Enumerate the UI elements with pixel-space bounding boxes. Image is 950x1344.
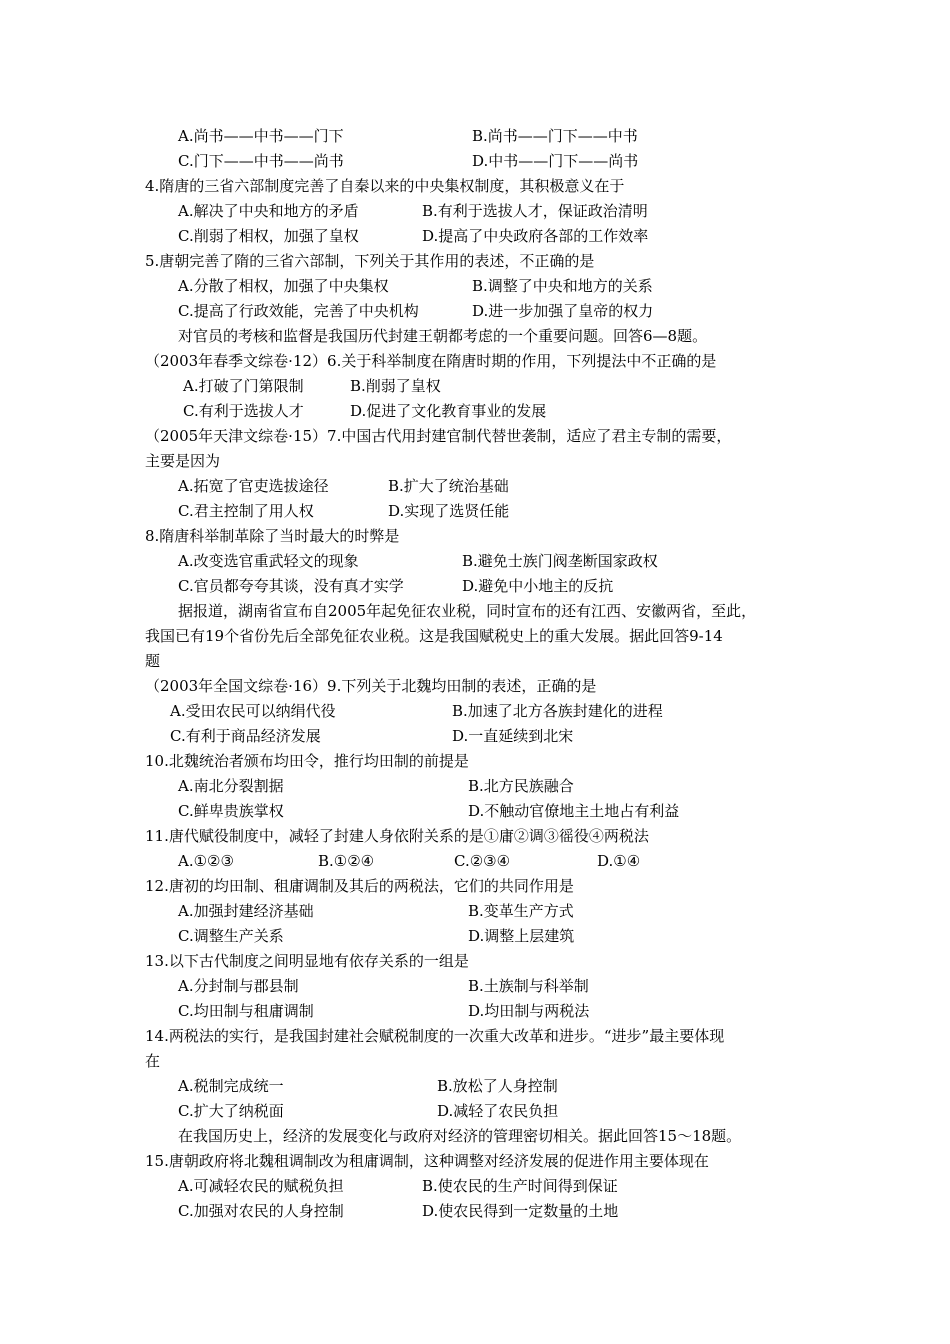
q15-option-c: C.加强对农民的人身控制 bbox=[178, 1202, 344, 1220]
q14-option-b: B.放松了人身控制 bbox=[437, 1077, 558, 1095]
q10-option-b: B.北方民族融合 bbox=[468, 777, 574, 795]
intro-questions-9-14-line-3: 题 bbox=[145, 652, 161, 670]
q10-stem: 10.北魏统治者颁布均田令，推行均田制的前提是 bbox=[145, 752, 469, 770]
q14-stem-line-2: 在 bbox=[145, 1052, 161, 1070]
q8-option-d: D.避免中小地主的反抗 bbox=[462, 577, 614, 595]
q6-option-c: C.有利于选拔人才 bbox=[183, 402, 304, 420]
q14-stem-line-1: 14.两税法的实行，是我国封建社会赋税制度的一次重大改革和进步。“进步”最主要体现 bbox=[145, 1027, 725, 1045]
q8-stem: 8.隋唐科举制革除了当时最大的时弊是 bbox=[145, 527, 400, 545]
q15-option-d: D.使农民得到一定数量的土地 bbox=[422, 1202, 619, 1220]
q3-option-d: D.中书——门下——尚书 bbox=[472, 152, 639, 170]
q11-option-d: D.①④ bbox=[597, 852, 641, 870]
q6-option-a: A.打破了门第限制 bbox=[183, 377, 304, 395]
q14-option-a: A.税制完成统一 bbox=[178, 1077, 284, 1095]
q9-option-c: C.有利于商品经济发展 bbox=[170, 727, 321, 745]
q3-option-b: B.尚书——门下——中书 bbox=[472, 127, 638, 145]
q4-option-b: B.有利于选拔人才，保证政治清明 bbox=[422, 202, 648, 220]
q9-option-a: A.受田农民可以纳绢代役 bbox=[170, 702, 336, 720]
q10-option-c: C.鲜卑贵族掌权 bbox=[178, 802, 284, 820]
q14-option-c: C.扩大了纳税面 bbox=[178, 1102, 284, 1120]
q15-option-a: A.可减轻农民的赋税负担 bbox=[178, 1177, 344, 1195]
intro-questions-6-8: 对官员的考核和监督是我国历代封建王朝都考虑的一个重要问题。回答6—8题。 bbox=[178, 327, 708, 345]
q5-option-b: B.调整了中央和地方的关系 bbox=[472, 277, 653, 295]
q3-option-a: A.尚书——中书——门下 bbox=[178, 127, 344, 145]
q8-option-b: B.避免士族门阀垄断国家政权 bbox=[462, 552, 658, 570]
intro-questions-15-18: 在我国历史上，经济的发展变化与政府对经济的管理密切相关。据此回答15～18题。 bbox=[178, 1127, 742, 1145]
q9-option-d: D.一直延续到北宋 bbox=[452, 727, 574, 745]
q8-option-c: C.官员都夸夸其谈，没有真才实学 bbox=[178, 577, 404, 595]
q5-option-c: C.提高了行政效能，完善了中央机构 bbox=[178, 302, 419, 320]
q4-stem: 4.隋唐的三省六部制度完善了自秦以来的中央集权制度，其积极意义在于 bbox=[145, 177, 625, 195]
q13-option-b: B.土族制与科举制 bbox=[468, 977, 589, 995]
q4-option-d: D.提高了中央政府各部的工作效率 bbox=[422, 227, 649, 245]
q11-option-b: B.①②④ bbox=[318, 852, 375, 870]
q13-option-a: A.分封制与郡县制 bbox=[178, 977, 299, 995]
q10-option-a: A.南北分裂割据 bbox=[178, 777, 284, 795]
q5-option-d: D.进一步加强了皇帝的权力 bbox=[472, 302, 654, 320]
q11-stem: 11.唐代赋役制度中，减轻了封建人身依附关系的是①庸②调③徭役④两税法 bbox=[145, 827, 649, 845]
q13-option-c: C.均田制与租庸调制 bbox=[178, 1002, 314, 1020]
q9-stem: （2003年全国文综卷·16）9.下列关于北魏均田制的表述，正确的是 bbox=[145, 677, 597, 695]
q14-option-d: D.减轻了农民负担 bbox=[437, 1102, 559, 1120]
q13-stem: 13.以下古代制度之间明显地有依存关系的一组是 bbox=[145, 952, 469, 970]
q12-option-b: B.变革生产方式 bbox=[468, 902, 574, 920]
q4-option-c: C.削弱了相权，加强了皇权 bbox=[178, 227, 359, 245]
q7-stem-line-2: 主要是因为 bbox=[145, 452, 221, 470]
q6-stem: （2003年春季文综卷·12）6.关于科举制度在隋唐时期的作用，下列提法中不正确的是 bbox=[145, 352, 717, 370]
q4-option-a: A.解决了中央和地方的矛盾 bbox=[178, 202, 359, 220]
q6-option-d: D.促进了文化教育事业的发展 bbox=[350, 402, 547, 420]
q7-option-b: B.扩大了统治基础 bbox=[388, 477, 509, 495]
q13-option-d: D.均田制与两税法 bbox=[468, 1002, 590, 1020]
q12-option-d: D.调整上层建筑 bbox=[468, 927, 575, 945]
q6-option-b: B.削弱了皇权 bbox=[350, 377, 441, 395]
intro-questions-9-14-line-2: 我国已有19个省份先后全部免征农业税。这是我国赋税史上的重大发展。据此回答9-14 bbox=[145, 627, 723, 645]
q7-stem-line-1: （2005年天津文综卷·15）7.中国古代用封建官制代替世袭制，适应了君主专制的需要， bbox=[145, 427, 732, 445]
q7-option-d: D.实现了选贤任能 bbox=[388, 502, 510, 520]
q11-option-a: A.①②③ bbox=[178, 852, 234, 870]
q15-stem: 15.唐朝政府将北魏租调制改为租庸调制，这种调整对经济发展的促进作用主要体现在 bbox=[145, 1152, 709, 1170]
q15-option-b: B.使农民的生产时间得到保证 bbox=[422, 1177, 618, 1195]
q9-option-b: B.加速了北方各族封建化的进程 bbox=[452, 702, 663, 720]
q11-option-c: C.②③④ bbox=[454, 852, 511, 870]
q12-option-a: A.加强封建经济基础 bbox=[178, 902, 314, 920]
q7-option-c: C.君主控制了用人权 bbox=[178, 502, 314, 520]
q10-option-d: D.不触动官僚地主土地占有利益 bbox=[468, 802, 680, 820]
q5-option-a: A.分散了相权，加强了中央集权 bbox=[178, 277, 389, 295]
q5-stem: 5.唐朝完善了隋的三省六部制，下列关于其作用的表述，不正确的是 bbox=[145, 252, 595, 270]
intro-questions-9-14-line-1: 据报道，湖南省宣布自2005年起免征农业税，同时宣布的还有江西、安徽两省，至此， bbox=[178, 602, 757, 620]
q12-option-c: C.调整生产关系 bbox=[178, 927, 284, 945]
q3-option-c: C.门下——中书——尚书 bbox=[178, 152, 344, 170]
q8-option-a: A.改变选官重武轻文的现象 bbox=[178, 552, 359, 570]
q7-option-a: A.拓宽了官吏选拔途径 bbox=[178, 477, 329, 495]
q12-stem: 12.唐初的均田制、租庸调制及其后的两税法，它们的共同作用是 bbox=[145, 877, 574, 895]
